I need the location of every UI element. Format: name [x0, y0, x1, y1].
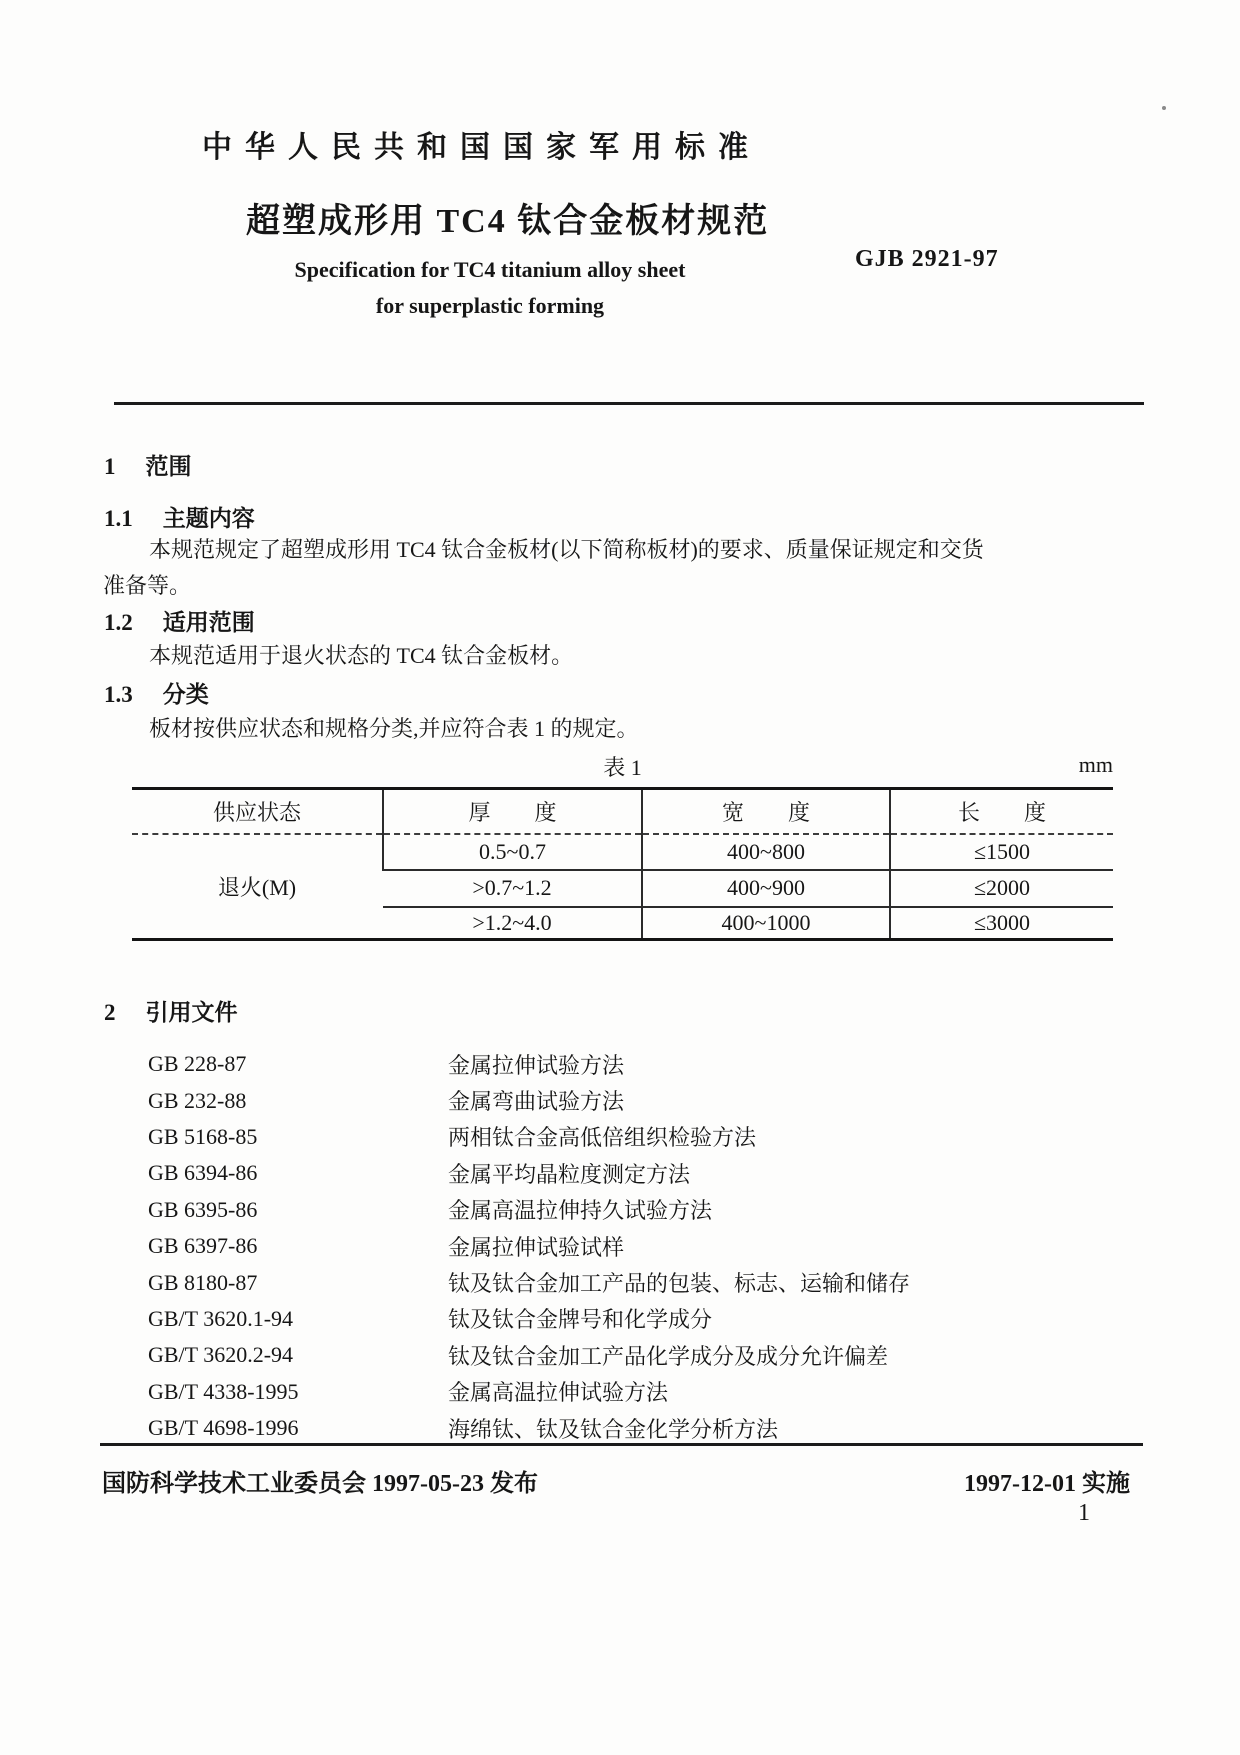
thickness-cell: >1.2~4.0	[383, 907, 642, 940]
reference-code: GB 228-87	[148, 1051, 247, 1077]
list-item	[148, 1410, 1108, 1446]
list-item	[148, 1228, 1108, 1264]
footer-effective-date: 1997-12-01 实施	[964, 1471, 1130, 1497]
reference-title: 钛及钛合金加工产品的包装、标志、运输和储存	[448, 1271, 911, 1297]
standard-number: GJB 2921-97	[855, 246, 999, 272]
reference-title: 钛及钛合金牌号和化学成分	[448, 1307, 713, 1333]
width-cell: 400~1000	[642, 907, 890, 940]
table-1-header-row	[132, 789, 1113, 834]
list-item	[148, 1337, 1108, 1373]
section-1-1-body-line2: 准备等。	[103, 573, 192, 598]
reference-title: 金属高温拉伸持久试验方法	[448, 1198, 713, 1224]
section-1-3-body: 板材按供应状态和规格分类,并应符合表 1 的规定。	[149, 716, 639, 741]
section-1-2-title: 适用范围	[162, 610, 255, 635]
section-2-title: 引用文件	[145, 1000, 238, 1025]
reference-code: GB 6395-86	[148, 1196, 258, 1222]
col-header-width: 宽 度	[642, 789, 890, 834]
section-1-1-number: 1.1	[104, 506, 133, 531]
section-1-2-heading	[104, 604, 255, 637]
thickness-cell: 0.5~0.7	[383, 834, 642, 870]
section-1-number: 1	[104, 454, 116, 479]
thickness-cell: >0.7~1.2	[383, 870, 642, 907]
document-title-english	[240, 252, 740, 324]
length-cell: ≤3000	[890, 907, 1113, 940]
col-header-length: 长 度	[890, 789, 1113, 834]
width-cell: 400~800	[642, 834, 890, 870]
reference-title: 金属平均晶粒度测定方法	[448, 1161, 691, 1187]
list-item	[148, 1192, 1108, 1228]
reference-code: GB/T 4698-1996	[148, 1415, 299, 1441]
header-divider	[114, 402, 1144, 405]
table-1-caption: 表 1	[603, 755, 642, 780]
document-title: 超塑成形用 TC4 钛合金板材规范	[246, 203, 770, 240]
section-1-1-title: 主题内容	[162, 506, 255, 531]
section-1-1-body-line1: 本规范规定了超塑成形用 TC4 钛合金板材(以下简称板材)的要求、质量保证规定和交货	[149, 537, 984, 562]
english-title-line2: for superplastic forming	[375, 293, 605, 318]
reference-code: GB 232-88	[148, 1087, 247, 1113]
english-title-line1: Specification for TC4 titanium alloy sheet	[294, 257, 686, 282]
supply-state-cell: 退火(M)	[217, 874, 297, 900]
scan-speck	[1162, 106, 1166, 110]
table-row	[132, 834, 1113, 870]
section-1-2-number: 1.2	[104, 610, 133, 635]
section-2-heading	[104, 994, 238, 1027]
list-item	[148, 1264, 1108, 1300]
reference-title: 金属拉伸试验方法	[448, 1052, 625, 1078]
standard-type-heading: 中华人民共和国国家军用标准	[202, 131, 761, 164]
list-item	[148, 1155, 1108, 1191]
reference-code: GB 6397-86	[148, 1233, 258, 1259]
reference-code: GB 5168-85	[148, 1123, 258, 1149]
reference-title: 金属高温拉伸试验方法	[448, 1380, 669, 1406]
table-1	[132, 787, 1113, 941]
length-cell: ≤2000	[890, 870, 1113, 907]
length-cell: ≤1500	[890, 834, 1113, 870]
reference-title: 两相钛合金高低倍组织检验方法	[448, 1125, 757, 1151]
list-item	[148, 1119, 1108, 1155]
section-1-3-title: 分类	[162, 682, 209, 707]
col-header-supply-state: 供应状态	[132, 789, 383, 834]
list-item	[148, 1374, 1108, 1410]
reference-code: GB 8180-87	[148, 1269, 258, 1295]
list-item	[148, 1082, 1108, 1118]
reference-code: GB/T 3620.1-94	[148, 1305, 294, 1331]
reference-code: GB/T 3620.2-94	[148, 1342, 294, 1368]
reference-code: GB 6394-86	[148, 1160, 258, 1186]
section-1-title: 范围	[145, 454, 192, 479]
list-item	[148, 1046, 1108, 1082]
reference-title: 金属弯曲试验方法	[448, 1089, 625, 1115]
reference-title: 金属拉伸试验试样	[448, 1234, 625, 1260]
section-1-heading	[104, 448, 192, 481]
section-1-1-heading	[104, 500, 255, 533]
reference-title: 钛及钛合金加工产品化学成分及成分允许偏差	[448, 1343, 889, 1369]
section-2-number: 2	[104, 1000, 116, 1025]
section-1-3-heading	[104, 676, 209, 709]
col-header-thickness: 厚 度	[383, 789, 642, 834]
page-number: 1	[1078, 1500, 1090, 1526]
reference-title: 海绵钛、钛及钛合金化学分析方法	[448, 1416, 779, 1442]
footer-issued-by: 国防科学技术工业委员会 1997-05-23 发布	[102, 1471, 538, 1497]
table-1-unit: mm	[1078, 752, 1113, 777]
list-item	[148, 1301, 1108, 1337]
section-1-2-body: 本规范适用于退火状态的 TC4 钛合金板材。	[149, 643, 574, 668]
section-1-3-number: 1.3	[104, 682, 133, 707]
footer-divider	[100, 1443, 1143, 1446]
reference-code: GB/T 4338-1995	[148, 1378, 299, 1404]
width-cell: 400~900	[642, 870, 890, 907]
references-list	[148, 1046, 1108, 1446]
